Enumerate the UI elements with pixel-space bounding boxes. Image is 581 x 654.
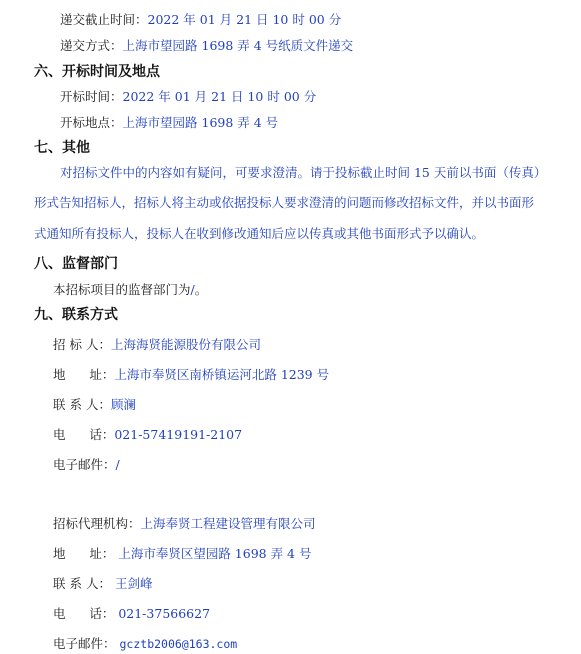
opening-place-value: 上海市望园路 1698 弄 4 号 — [122, 115, 279, 130]
agency-name-row — [53, 516, 316, 532]
agency-contact-row — [53, 576, 152, 592]
other-paragraph-line-3: 式通知所有投标人，投标人在收到修改通知后应以传真或其他书面形式予以确认。 — [34, 226, 485, 241]
section-8-heading: 八、监督部门 — [34, 256, 118, 272]
other-paragraph-line-1: 对招标文件中的内容如有疑问，可要求澄清。请于投标截止时间 15 天前以书面（传真） — [60, 165, 547, 180]
supervision-text: 本招标项目的监督部门为 — [53, 282, 191, 297]
deadline-value: 2022 年 01 月 21 日 10 时 00 分 — [147, 12, 342, 27]
agency-phone-value: 021-37566627 — [118, 606, 211, 621]
submission-method-label: 递交方式： — [60, 38, 123, 53]
tenderer-email-row — [53, 457, 120, 473]
deadline-row — [60, 12, 341, 28]
section-7-heading: 七、其他 — [34, 140, 90, 156]
supervision-value: / — [190, 282, 195, 297]
section-9-heading: 九、联系方式 — [34, 307, 118, 323]
other-paragraph-line-2: 形式告知招标人，招标人将主动或依据投标人要求澄清的问题而修改招标文件，并以书面形 — [34, 195, 535, 210]
tenderer-email-value: / — [115, 457, 120, 472]
tenderer-address-row — [53, 367, 329, 383]
agency-contact-label: 联 系 人： — [53, 576, 111, 591]
tenderer-name-row — [53, 337, 261, 353]
agency-contact-value: 王剑峰 — [114, 576, 153, 591]
tenderer-email-label: 电子邮件： — [53, 457, 116, 472]
agency-address-row — [53, 546, 312, 562]
agency-email-row — [53, 636, 237, 652]
agency-address-label: 地 址： — [53, 546, 115, 561]
tenderer-address-value: 上海市奉贤区南桥镇运河北路 1239 号 — [114, 367, 330, 382]
agency-phone-row — [53, 606, 210, 622]
agency-phone-label: 电 话： — [53, 606, 115, 621]
tenderer-phone-row — [53, 427, 242, 443]
submission-method-row — [60, 38, 353, 54]
tenderer-name-value: 上海海贤能源股份有限公司 — [110, 337, 261, 352]
agency-email-label: 电子邮件： — [53, 636, 116, 651]
tenderer-phone-value: 021-57419191-2107 — [114, 427, 243, 442]
tenderer-contact-value: 顾澜 — [110, 397, 136, 412]
opening-time-value: 2022 年 01 月 21 日 10 时 00 分 — [122, 89, 317, 104]
agency-address-value: 上海市奉贤区望园路 1698 弄 4 号 — [118, 546, 312, 561]
supervision-suffix: 。 — [194, 282, 208, 297]
deadline-label: 递交截止时间： — [60, 12, 148, 27]
section-6-heading: 六、开标时间及地点 — [34, 64, 160, 80]
opening-place-row — [60, 115, 278, 131]
agency-name-label: 招标代理机构： — [53, 516, 141, 531]
tenderer-contact-row — [53, 397, 136, 413]
agency-email-value: gcztb2006@163.com — [119, 637, 238, 651]
tenderer-phone-label: 电 话： — [53, 427, 115, 442]
opening-time-row — [60, 89, 316, 105]
opening-time-label: 开标时间： — [60, 89, 123, 104]
submission-method-value: 上海市望园路 1698 弄 4 号纸质文件递交 — [122, 38, 354, 53]
tenderer-contact-label: 联 系 人： — [53, 397, 111, 412]
opening-place-label: 开标地点： — [60, 115, 123, 130]
agency-name-value: 上海奉贤工程建设管理有限公司 — [140, 516, 316, 531]
supervision-row — [53, 282, 207, 298]
tenderer-address-label: 地 址： — [53, 367, 115, 382]
tenderer-name-label: 招 标 人： — [53, 337, 111, 352]
